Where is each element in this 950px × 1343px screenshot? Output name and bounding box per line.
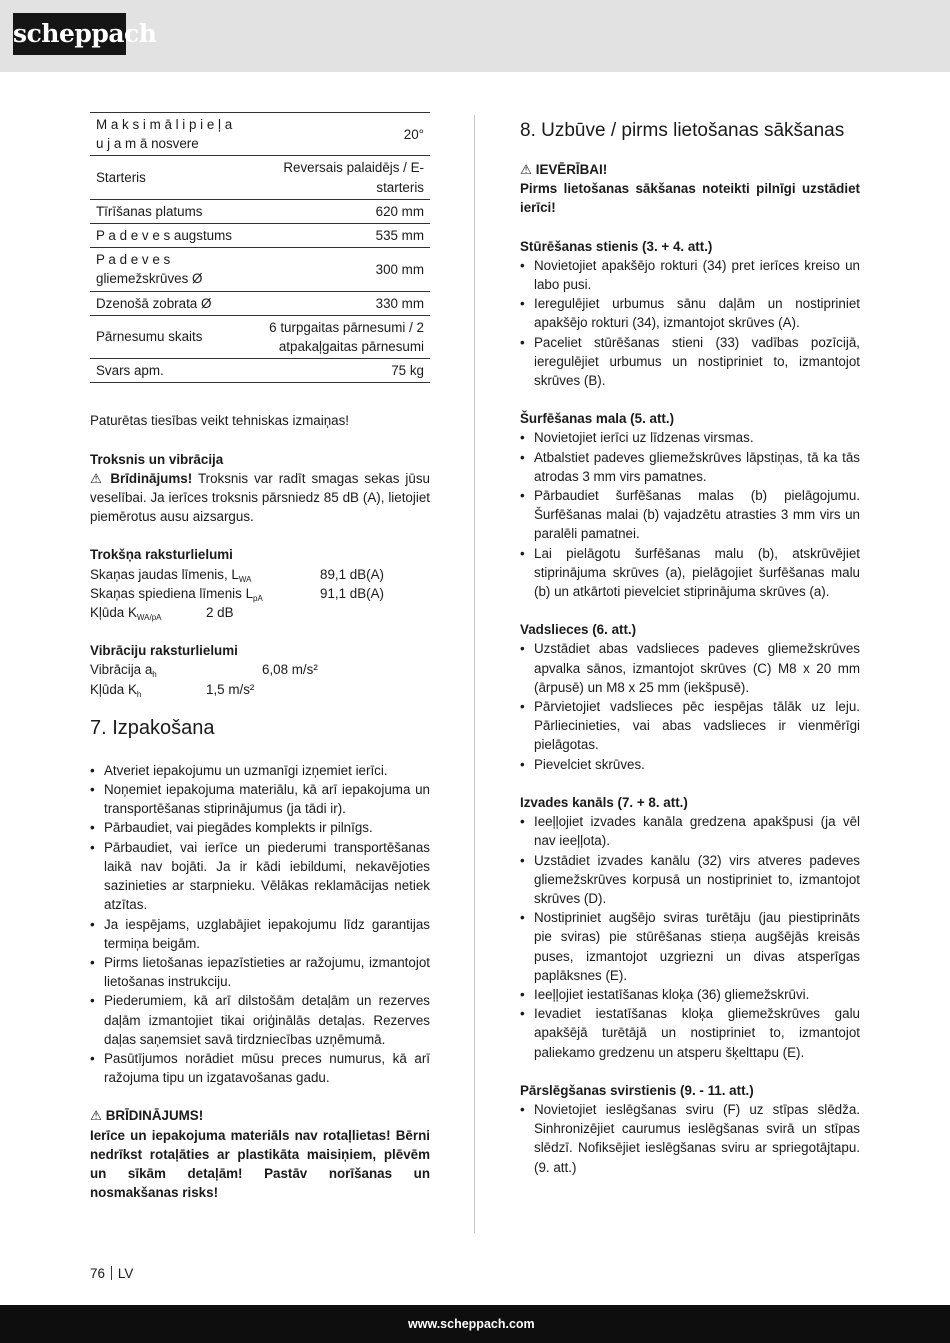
assembly-step: • Uzstādiet izvades kanālu (32) virs atveres padeves gliemežskrūves korpusā un nostipriniet to, izmantojot skrūves (D).: [520, 851, 860, 909]
specifications-table: [90, 112, 430, 383]
spec-value: 620 mm: [242, 199, 430, 223]
unpacking-step: • Pirms lietošanas iepazīstieties ar ražojumu, izmantojot lietošanas instrukciju.: [90, 953, 430, 991]
value-label-text: Skaņas spiediena līmenis L: [90, 585, 254, 601]
value-label-subscript: WA/pA: [136, 613, 162, 623]
spec-row: [90, 315, 430, 358]
value-row: [90, 584, 430, 603]
noise-values-heading: Trokšņa raksturlielumi: [90, 547, 233, 563]
spec-key: Tīrīšanas platums: [90, 199, 242, 223]
spec-value: 6 turpgaitas pārnesumi / 2 atpakaļgaitas pārnesumi: [242, 315, 430, 358]
assembly-step: • Pievelciet skrūves.: [520, 755, 860, 774]
value-number: 89,1 dB(A): [320, 566, 385, 582]
value-number: 6,08 m/s²: [262, 662, 318, 678]
unpacking-step: • Pasūtījumos norādiet mūsu preces numurus, kā arī ražojuma tipu un izgatavošanas gadu.: [90, 1049, 430, 1087]
value-number: 2 dB: [206, 605, 234, 621]
unpacking-step: • Pārbaudiet, vai ierīce un piederumi transportēšanas laikā nav bojāti. Ja ir kādi iebildumi, nekavējoties sazinieties ar starpnieku. Vēlākas reklamācijas netiek atzītas.: [90, 838, 430, 915]
page-header: [0, 0, 950, 72]
group-gap: [520, 601, 860, 620]
value-number: 1,5 m/s²: [206, 681, 255, 697]
spec-value: 20°: [242, 113, 430, 156]
spec-value: 75 kg: [242, 359, 430, 383]
assembly-group: [520, 620, 860, 793]
assembly-step: • Uzstādiet abas vadslieces padeves gliemežskrūves apvalka sānos, izmantojot skrūves (C) M8 x 20 mm (ārpusē) un M8 x 25 mm (iekšpusē).: [520, 639, 860, 697]
assembly-step: • Pārbaudiet šurfēšanas malas (b) pielāgojumu. Šurfēšanas malai (b) vajadzētu atrasties 3 mm virs un paralēli pamatnei.: [520, 486, 860, 544]
spec-key: P a d e v e s augstums: [90, 224, 242, 248]
unpacking-step: • Piederumiem, kā arī dilstošām detaļām un rezerves daļām izmantojiet tikai oriģinālās detaļas. Rezerves daļas saņemsiet savā tirdzniecības uzņēmumā.: [90, 991, 430, 1049]
unpacking-step: • Pārbaudiet, vai piegādes komplekts ir pilnīgs.: [90, 818, 430, 837]
warning-title: ⚠ BRĪDINĀJUMS!: [90, 1108, 204, 1124]
assembly-steps: [520, 639, 860, 773]
unpacking-step: • Noņemiet iepakojuma materiālu, kā arī iepakojuma un transportēšanas stiprinājumus (ja tādi ir).: [90, 780, 430, 818]
vibration-values-list: [90, 660, 430, 698]
spec-value: 300 mm: [242, 248, 430, 291]
left-column: [90, 112, 430, 1202]
assembly-steps: [520, 256, 860, 390]
page-footer: [0, 1305, 950, 1343]
spec-value: 535 mm: [242, 224, 430, 248]
assembly-group: [520, 237, 860, 410]
vibration-heading: Vibrāciju raksturlielumi: [90, 643, 238, 659]
assembly-steps: [520, 1100, 860, 1177]
assembly-group-heading: Izvades kanāls (7. + 8. att.): [520, 794, 688, 810]
value-label-text: Kļūda K: [90, 605, 137, 621]
value-label: [90, 680, 206, 699]
value-label-text: Vibrācija a: [90, 662, 153, 678]
noise-warning: [90, 469, 430, 527]
attention-text: Pirms lietošanas sākšanas noteikti pilnīgi uzstādiet ierīci!: [520, 181, 860, 216]
value-row: [90, 680, 430, 699]
spec-row: [90, 156, 430, 199]
spec-row: [90, 291, 430, 315]
noise-heading: Troksnis un vibrācija: [90, 451, 224, 467]
value-label: [90, 603, 206, 622]
spec-row: [90, 359, 430, 383]
assembly-step: • Novietojiet ierīci uz līdzenas virsmas.: [520, 428, 860, 447]
assembly-step: • Atbalstiet padeves gliemežskrūves lāpstiņas, tā ka tās atrodas 3 mm virs pamatnes.: [520, 448, 860, 486]
assembly-step: • Novietojiet apakšējo rokturi (34) pret ierīces kreiso un labo pusi.: [520, 256, 860, 294]
right-column: [520, 112, 860, 1177]
noise-warning-label: ⚠ Brīdinājums!: [90, 470, 193, 486]
value-label: [90, 584, 320, 603]
noise-values-list: [90, 565, 430, 623]
assembly-group-heading: Šurfēšanas mala (5. att.): [520, 411, 675, 427]
value-label-subscript: h: [136, 689, 142, 699]
assembly-group: [520, 409, 860, 620]
footer-url[interactable]: www.scheppach.com: [408, 1317, 535, 1331]
spec-value: 330 mm: [242, 291, 430, 315]
spec-row: [90, 199, 430, 223]
assembly-step: • Ieeļļojiet izvades kanāla gredzena apakšpusi (ja vēl nav ieeļļota).: [520, 812, 860, 850]
value-label-text: Kļūda K: [90, 681, 137, 697]
assembly-step: • Nostipriniet augšējo sviras turētāju (jau piestiprināts pie sviras) pie stūrēšanas stieņa augšējās kreisās puses, izmantojot uzgriezni un divas atsperīgas paplāksnes (E).: [520, 908, 860, 985]
value-label-subscript: WA: [238, 574, 252, 584]
column-divider: [474, 115, 475, 1233]
unpacking-step: • Atveriet iepakojumu un uzmanīgi izņemiet ierīci.: [90, 761, 430, 780]
assembly-step: • Lai pielāgotu šurfēšanas malu (b), atskrūvējiet stiprinājuma skrūves (a), pielāgojiet šurfēšanas malu (b) un atkārtoti pievelciet stiprinājuma skrūves (a).: [520, 544, 860, 602]
assembly-step: • Novietojiet ieslēgšanas sviru (F) uz stīpas slēdža. Sinhronizējiet caurumus ieslēgšanas svirā un stīpas slēdzī. Nofiksējiet ieslēgšanas sviru ar spriegotājtapu. (9. att.): [520, 1100, 860, 1177]
warning-text: Ierīce un iepakojuma materiāls nav rotaļlietas! Bērni nedrīkst rotaļāties ar plastikāta maisiņiem, plēvēm un sīkām detaļām! Pastāv norīšanas un nosmakšanas risks!: [90, 1127, 430, 1201]
assembly-group-heading: Stūrēšanas stienis (3. + 4. att.): [520, 238, 713, 254]
technical-changes-note: Paturētas tiesības veikt tehniskas izmaiņas!: [90, 413, 350, 429]
noise-warning-text: Troksnis var radīt smagas sekas jūsu veselībai. Ja ierīces troksnis pārsniedz 85 dB (A), lietojiet piemērotus ausu aizsargus.: [90, 470, 430, 525]
spec-key: Starteris: [90, 156, 242, 199]
spec-value: Reversais palaidējs / E-starteris: [242, 156, 430, 199]
value-number: 91,1 dB(A): [320, 585, 385, 601]
assembly-steps: [520, 428, 860, 601]
unpacking-step: • Ja iespējams, uzglabājiet iepakojumu līdz garantijas termiņa beigām.: [90, 915, 430, 953]
spec-row: [90, 248, 430, 291]
assembly-group-heading: Vadslieces (6. att.): [520, 622, 637, 638]
spec-key: Dzenošā zobrata Ø: [90, 291, 242, 315]
spec-key: M a k s i m ā l i p i e ļ a u j a m ā nosvere: [90, 113, 242, 156]
language-code: LV: [117, 1266, 134, 1281]
spec-key: Pārnesumu skaits: [90, 315, 242, 358]
section-7-list: [90, 761, 430, 1087]
assembly-steps: [520, 812, 860, 1062]
assembly-step: • Ievadiet iestatīšanas kloķa gliemežskrūves galu apakšējā turētājā un nostipriniet to, izmantojot paliekamo gredzenu un atsperu šķelttapu (E).: [520, 1004, 860, 1062]
spec-row: [90, 224, 430, 248]
section-8-title: 8. Uzbūve / pirms lietošanas sākšanas: [520, 120, 845, 141]
value-row: [90, 603, 430, 622]
group-gap: [520, 390, 860, 409]
value-label-subscript: pA: [253, 593, 263, 603]
group-gap: [520, 1062, 860, 1081]
spec-row: [90, 113, 430, 156]
page-number-block: [90, 1264, 133, 1283]
value-label: [90, 565, 320, 584]
attention-label: ⚠ IEVĒRĪBAI!: [520, 162, 608, 177]
page-number-separator: [111, 1266, 112, 1280]
assembly-step: • Ieregulējiet urbumus sānu daļām un nostipriniet apakšējo rokturi (34), izmantojot skrūves (A).: [520, 294, 860, 332]
assembly-step: • Ieeļļojiet iestatīšanas kloķa (36) gliemežskrūvi.: [520, 985, 860, 1004]
assembly-group: [520, 793, 860, 1081]
assembly-step: • Paceliet stūrēšanas stieni (33) vadības pozīcijā, ieregulējiet urbumus un nostipriniet to, izmantojot skrūves (B).: [520, 333, 860, 391]
value-label-subscript: h: [152, 670, 157, 680]
assembly-group: [520, 1081, 860, 1177]
section-7-title: 7. Izpakošana: [90, 716, 215, 739]
spec-key: Svars apm.: [90, 359, 242, 383]
assembly-group-heading: Pārslēgšanas svirstienis (9. - 11. att.): [520, 1082, 754, 1098]
value-label: [90, 660, 262, 679]
page-number: 76: [90, 1266, 105, 1281]
scheppach-logo: scheppach: [13, 13, 126, 55]
group-gap: [520, 774, 860, 793]
assembly-groups: [520, 237, 860, 1177]
assembly-step: • Pārvietojiet vadslieces pēc iespējas tālāk uz leju. Pārliecinieties, vai abas vadslieces ir vienmērīgi pielāgotas.: [520, 697, 860, 755]
spec-key: P a d e v e s gliemežskrūves Ø: [90, 248, 242, 291]
value-row: [90, 565, 430, 584]
value-row: [90, 660, 430, 679]
value-label-text: Skaņas jaudas līmenis, L: [90, 566, 239, 582]
